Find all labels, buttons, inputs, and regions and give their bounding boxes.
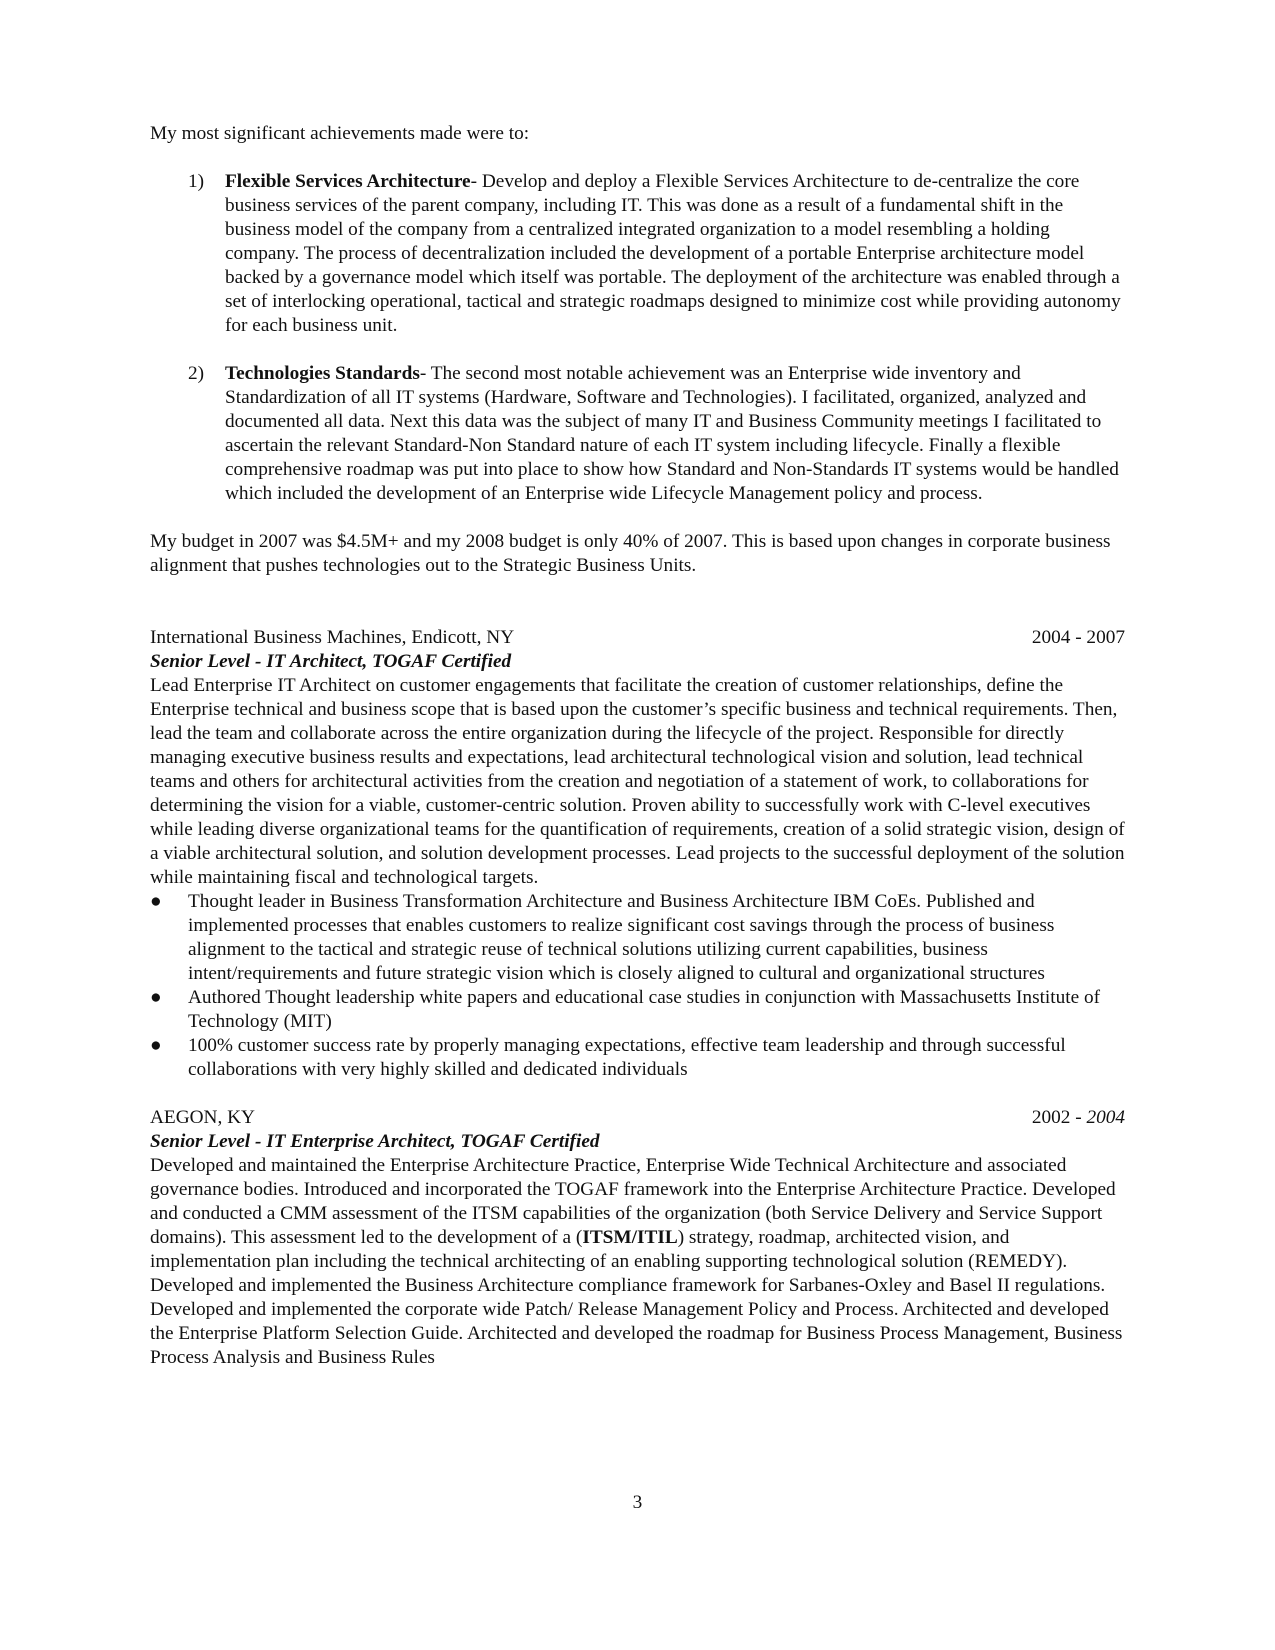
job-entry-aegon [150,1106,1125,1370]
bullet-text: Authored Thought leadership white papers and educational case studies in conjunction with Massachusetts Institute of Technology (MIT) [188,987,1101,1032]
job-header [150,626,1125,650]
description-part: ) strategy, roadmap, architected vision, and implementation plan including the technical architecting of an enabling supporting technological solution (REMEDY). Developed and implemented the Business Architecture compliance framework for Sarbanes-Oxley and Basel II regulations. Developed and implemented the corporate wide Patch/ Release Management Policy and Process. Architected and developed the Enterprise Platform Selection Guide. Architected and developed the roadmap for Business Process Management, Business Process Analysis and Business Rules [150,1227,1123,1368]
achievement-number: 1) [188,171,205,192]
page-number: 3 [632,1492,643,1513]
employment-years: 2004 - 2007 [1031,627,1125,648]
bullet-icon: ● [150,987,162,1008]
job-title: Senior Level - IT Architect, TOGAF Certified [150,651,512,672]
job-title: Senior Level - IT Enterprise Architect, TOGAF Certified [150,1131,600,1152]
achievement-item [150,170,1125,338]
years-start: 2002 - [1031,1107,1087,1128]
employer-name: AEGON, KY [150,1107,255,1128]
achievement-title: Flexible Services Architecture [225,171,471,192]
job-header [150,1106,1125,1130]
achievement-number: 2) [188,363,205,384]
years-end: 2004 [1086,1107,1125,1128]
achievements-intro: My most significant achievements made were to: [150,123,530,144]
job-bullet-list [150,890,1125,1082]
job-description: Lead Enterprise IT Architect on customer engagements that facilitate the creation of customer relationships, define the Enterprise technical and business scope that is based upon the customer’s specific business and technical requirements. Then, lead the team and collaborate across the entire organization during the lifecycle of the project. Responsible for directly managing executive business results and expectations, lead architectural technological vision and solution, lead technical teams and others for architectural activities from the creation and negotiation of a statement of work, to collaborations for determining the vision for a viable, customer-centric solution. Proven ability to successfully work with C-level executives while leading diverse organizational teams for the quantification of requirements, creation of a solid strategic vision, design of a viable architectural solution, and solution development processes. Lead projects to the successful deployment of the solution while maintaining fiscal and technological targets. [150,675,1125,888]
list-item [150,890,1125,986]
achievement-title: Technologies Standards [225,363,420,384]
list-item [150,1034,1125,1082]
bullet-icon: ● [150,1035,162,1056]
achievement-text: - The second most notable achievement was an Enterprise wide inventory and Standardization of all IT systems (Hardware, Software and Technologies). I facilitated, organized, analyzed and documented all data. Next this data was the subject of many IT and Business Community meetings I facilitated to ascertain the relevant Standard-Non Standard nature of each IT system including lifecycle. Finally a flexible comprehensive roadmap was put into place to show how Standard and Non-Standards IT systems would be handled which included the development of an Enterprise wide Lifecycle Management policy and process. [225,363,1119,504]
employment-years [1032,1106,1125,1130]
budget-paragraph: My budget in 2007 was $4.5M+ and my 2008 budget is only 40% of 2007. This is based upon changes in corporate business alignment that pushes technologies out to the Strategic Business Units. [150,531,1111,576]
job-entry-ibm [150,626,1125,1082]
job-description [150,1154,1125,1370]
achievements-list [150,170,1125,506]
list-item [150,986,1125,1034]
resume-page [150,122,1125,1394]
bullet-text: 100% customer success rate by properly managing expectations, effective team leadership and through successful collaborations with very highly skilled and dedicated individuals [188,1035,1066,1080]
achievement-item [150,362,1125,506]
bullet-icon: ● [150,891,162,912]
achievement-text: - Develop and deploy a Flexible Services Architecture to de-centralize the core business services of the parent company, including IT. This was done as a result of a fundamental shift in the business model of the company from a centralized integrated organization to a model resembling a holding company. The process of decentralization included the development of a portable Enterprise architecture model backed by a governance model which itself was portable. The deployment of the architecture was enabled through a set of interlocking operational, tactical and strategic roadmaps designed to minimize cost while providing autonomy for each business unit. [225,171,1121,336]
description-part: Developed and maintained the Enterprise Architecture Practice, Enterprise Wide Technical Architecture and associated governance bodies. Introduced and incorporated the TOGAF framework into the Enterprise Architecture Practice. Developed and conducted a CMM assessment of the ITSM capabilities of the organization (both Service Delivery and Service Support domains). This assessment led to the development of a ( [150,1155,1116,1248]
employer-name: International Business Machines, Endicott, NY [150,627,515,648]
description-bold: ITSM/ITIL [582,1227,678,1248]
bullet-text: Thought leader in Business Transformation Architecture and Business Architecture IBM CoEs. Published and implemented processes that enables customers to realize significant cost savings through the process of business alignment to the tactical and strategic reuse of technical solutions utilizing current capabilities, business intent/requirements and future strategic vision which is closely aligned to cultural and organizational structures [188,891,1055,984]
